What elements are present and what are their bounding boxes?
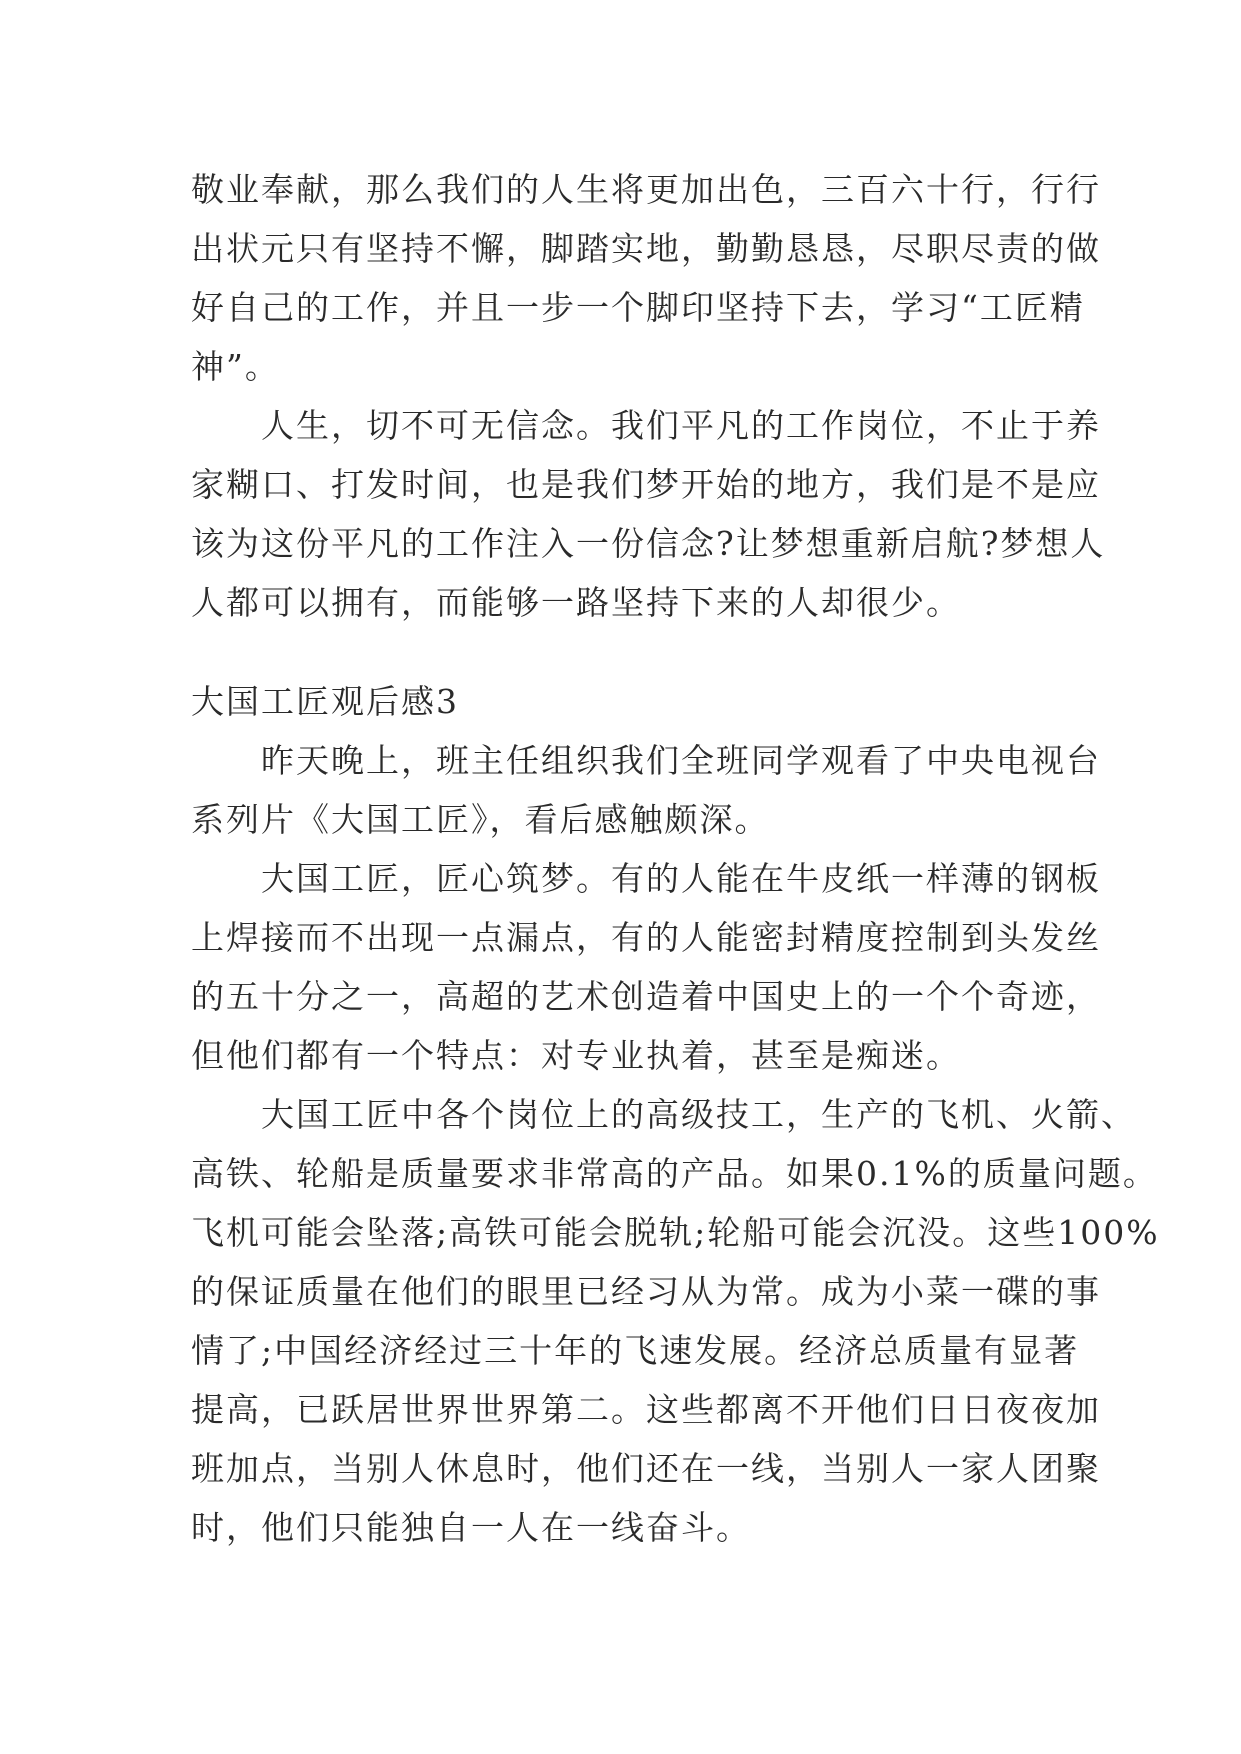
text-line: 敬业奉献，那么我们的人生将更加出色，三百六十行，行行 [191,170,1101,209]
text-line: 家糊口、打发时间，也是我们梦开始的地方，我们是不是应 [191,465,1101,504]
text-line: 该为这份平凡的工作注入一份信念?让梦想重新启航?梦想人 [191,524,1106,563]
text-line: 情了;中国经济经过三十年的飞速发展。经济总质量有显著 [191,1331,1080,1370]
section-heading: 大国工匠观后感3 [191,682,459,721]
text-line: 但他们都有一个特点：对专业执着，甚至是痴迷。 [191,1036,961,1075]
text-line: 时，他们只能独自一人在一线奋斗。 [191,1508,751,1547]
text-line: 的保证质量在他们的眼里已经习从为常。成为小菜一碟的事 [191,1272,1101,1311]
document-body [191,160,1160,1557]
paragraph-2 [191,396,1106,632]
text-line: 系列片《大国工匠》，看后感触颇深。 [191,800,770,839]
text-line: 出状元只有坚持不懈，脚踏实地，勤勤恳恳，尽职尽责的做 [191,229,1101,268]
text-line: 高铁、轮船是质量要求非常高的产品。如果0.1%的质量问题。 [191,1154,1158,1193]
text-line: 人都可以拥有，而能够一路坚持下来的人却很少。 [191,583,961,622]
paragraph-1 [191,160,1101,396]
section-paragraph-3 [191,1085,1160,1557]
section-paragraph-1 [191,731,1101,849]
text-line: 飞机可能会坠落;高铁可能会脱轨;轮船可能会沉没。这些100% [191,1213,1160,1252]
text-line: 上焊接而不出现一点漏点，有的人能密封精度控制到头发丝 [191,918,1101,957]
text-line: 大国工匠，匠心筑梦。有的人能在牛皮纸一样薄的钢板 [261,859,1101,898]
section-paragraph-2 [191,849,1101,1085]
text-line: 大国工匠中各个岗位上的高级技工，生产的飞机、火箭、 [261,1095,1136,1134]
text-line: 的五十分之一，高超的艺术创造着中国史上的一个个奇迹， [191,977,1101,1016]
text-line: 昨天晚上，班主任组织我们全班同学观看了中央电视台 [261,741,1101,780]
text-line: 班加点，当别人休息时，他们还在一线，当别人一家人团聚 [191,1449,1101,1488]
section-spacer [191,632,1059,672]
text-line: 人生，切不可无信念。我们平凡的工作岗位，不止于养 [261,406,1101,445]
text-line: 神”。 [191,347,280,386]
text-line: 好自己的工作，并且一步一个脚印坚持下去，学习“工匠精 [191,288,1085,327]
text-line: 提高，已跃居世界世界第二。这些都离不开他们日日夜夜加 [191,1390,1101,1429]
